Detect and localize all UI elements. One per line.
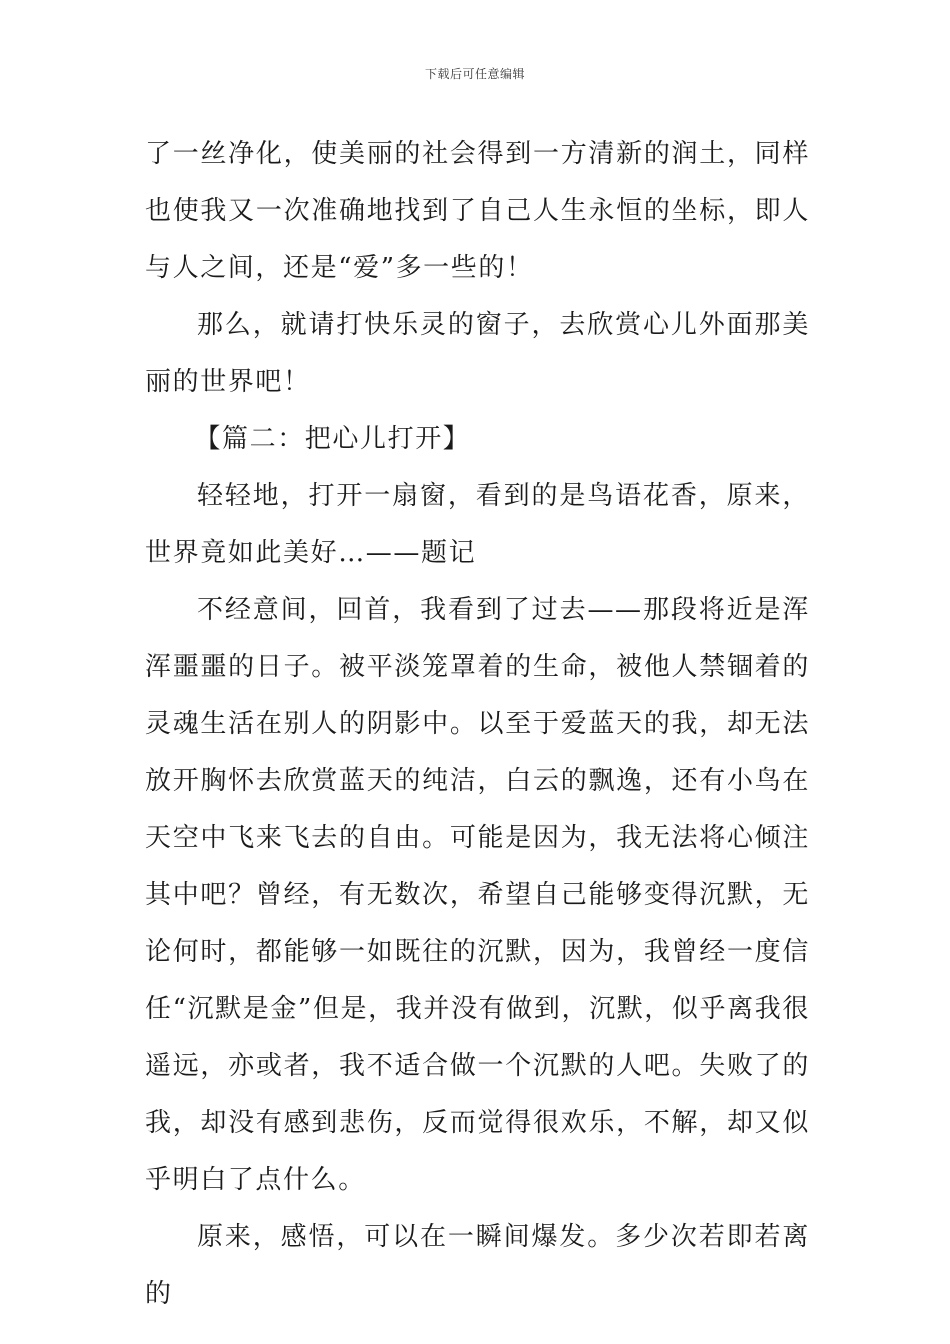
paragraph-6: 原来，感悟，可以在一瞬间爆发。多少次若即若离的 [145,1222,810,1309]
section-heading: 【篇二：把心儿打开】 [194,424,471,454]
paragraph-1: 了一丝净化，使美丽的社会得到一方清新的润土，同样也使我又一次准确地找到了自己人生永恒的坐标，即人与人之间，还是“爱”多一些的！ [145,139,810,283]
article-body [145,126,810,1323]
page-header-note: 下载后可任意编辑 [424,67,525,81]
paragraph-5: 不经意间，回首，我看到了过去——那段将近是浑浑噩噩的日子。被平淡笼罩着的生命，被他人禁锢着的灵魂生活在别人的阴影中。以至于爱蓝天的我，却无法放开胸怀去欣赏蓝天的纯洁，白云的飘逸，还有小鸟在天空中飞来飞去的自由。可能是因为，我无法将心倾注其中吧？曾经，有无数次，希望自己能够变得沉默，无论何时，都能够一如既往的沉默，因为，我曾经一度信任“沉默是金”但是，我并没有做到，沉默，似乎离我很遥远，亦或者，我不适合做一个沉默的人吧。失败了的我，却没有感到悲伤，反而觉得很欢乐，不解，却又似乎明白了点什么。 [145,595,810,1195]
paragraph-epigraph: 轻轻地，打开一扇窗，看到的是鸟语花香，原来，世界竟如此美好…——题记 [145,481,810,568]
paragraph-2: 那么，就请打快乐灵的窗子，去欣赏心儿外面那美丽的世界吧！ [145,310,810,397]
